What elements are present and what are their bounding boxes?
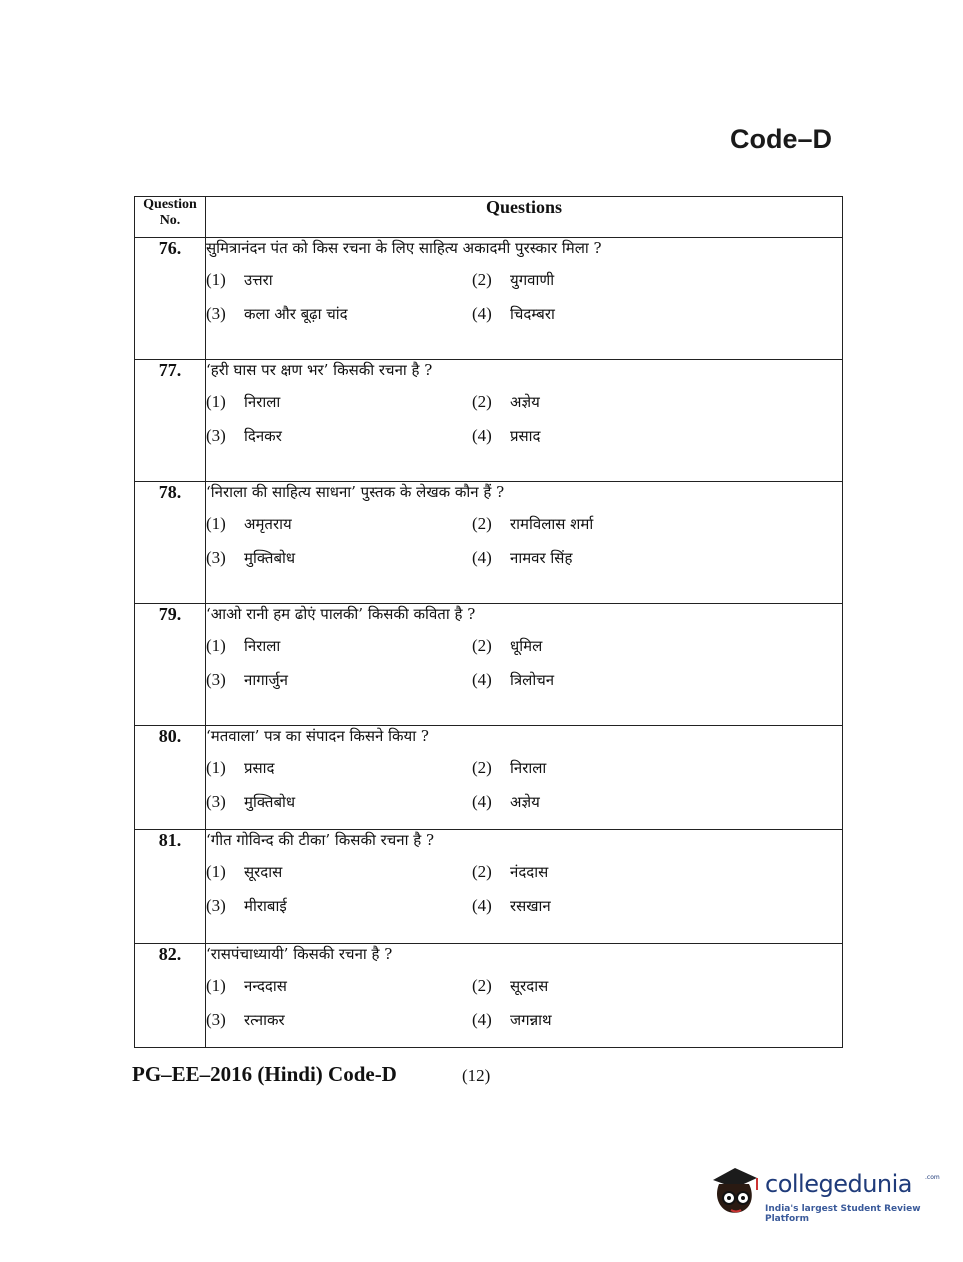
question-text: ‘हरी घास पर क्षण भर’ किसकी रचना है ? (206, 361, 433, 379)
options-grid (206, 392, 842, 446)
option-item (206, 758, 472, 778)
option-text: मुक्तिबोध (244, 793, 296, 811)
option-item (472, 896, 842, 916)
option-text: नामवर सिंह (510, 549, 573, 567)
option-text: नन्ददास (244, 977, 287, 995)
option-number: (4) (472, 670, 492, 689)
option-number: (2) (472, 758, 492, 777)
option-item (472, 862, 842, 882)
option-text: अज्ञेय (510, 793, 540, 811)
option-number: (2) (472, 976, 492, 995)
option-item (206, 976, 472, 996)
option-item (206, 514, 472, 534)
option-text: मुक्तिबोध (244, 549, 296, 567)
option-text: रत्नाकर (244, 1011, 285, 1029)
option-number: (2) (472, 514, 492, 533)
option-text: सूरदास (244, 863, 283, 881)
options-grid (206, 270, 842, 324)
paper-footer: PG–EE–2016 (Hindi) Code-D (132, 1062, 397, 1086)
option-number: (3) (206, 426, 226, 445)
option-item (206, 896, 472, 916)
option-item (206, 670, 472, 690)
option-text: नंददास (510, 863, 549, 881)
option-number: (3) (206, 792, 226, 811)
question-number: 76. (135, 238, 206, 360)
option-number: (1) (206, 514, 226, 533)
question-body (206, 830, 843, 944)
question-body (206, 944, 843, 1048)
option-item (206, 304, 472, 324)
options-grid (206, 976, 842, 1030)
option-text: सूरदास (510, 977, 549, 995)
question-text: सुमित्रानंदन पंत को किस रचना के लिए साहित्य अकादमी पुरस्कार मिला ? (206, 239, 602, 257)
question-body (206, 238, 843, 360)
paper-code: Code–D (730, 124, 833, 154)
option-number: (3) (206, 548, 226, 567)
logo-name: collegedunia (765, 1170, 913, 1198)
column-header-question-no: Question No. (135, 197, 206, 238)
option-number: (3) (206, 896, 226, 915)
option-number: (4) (472, 792, 492, 811)
question-text: ‘रासपंचाध्यायी’ किसकी रचना है ? (206, 945, 393, 963)
question-row (135, 830, 843, 944)
option-item (472, 670, 842, 690)
option-number: (3) (206, 1010, 226, 1029)
question-body (206, 726, 843, 830)
question-rows (135, 238, 843, 1048)
logo-tagline: India's largest Student Review Platform (765, 1204, 921, 1224)
question-row (135, 482, 843, 604)
option-text: उत्तरा (244, 271, 273, 289)
option-number: (4) (472, 896, 492, 915)
question-number: 77. (135, 360, 206, 482)
option-item (472, 270, 842, 290)
option-number: (2) (472, 270, 492, 289)
option-text: कला और बूढ़ा चांद (244, 305, 348, 323)
question-number: 81. (135, 830, 206, 944)
question-row (135, 944, 843, 1048)
option-number: (2) (472, 862, 492, 881)
question-number: 78. (135, 482, 206, 604)
question-row (135, 726, 843, 830)
question-text: ‘मतवाला’ पत्र का संपादन किसने किया ? (206, 727, 429, 745)
option-number: (4) (472, 426, 492, 445)
option-number: (1) (206, 270, 226, 289)
option-item (472, 976, 842, 996)
option-item (472, 792, 842, 812)
option-text: त्रिलोचन (510, 671, 555, 689)
option-text: मीराबाई (244, 897, 287, 915)
option-item (206, 1010, 472, 1030)
option-text: रसखान (510, 897, 551, 915)
option-text: अज्ञेय (510, 393, 540, 411)
question-number: 79. (135, 604, 206, 726)
option-item (472, 392, 842, 412)
option-item (472, 514, 842, 534)
page-number: (12) (462, 1066, 491, 1085)
question-body (206, 482, 843, 604)
question-number: 80. (135, 726, 206, 830)
option-text: युगवाणी (510, 271, 555, 289)
options-grid (206, 862, 842, 916)
option-item (206, 792, 472, 812)
option-item (206, 426, 472, 446)
option-item (472, 1010, 842, 1030)
option-item (206, 636, 472, 656)
option-item (472, 636, 842, 656)
option-number: (1) (206, 862, 226, 881)
option-text: रामविलास शर्मा (510, 515, 594, 533)
option-number: (1) (206, 976, 226, 995)
option-item (206, 548, 472, 568)
option-item (206, 862, 472, 882)
option-number: (4) (472, 304, 492, 323)
option-item (472, 426, 842, 446)
option-item (206, 392, 472, 412)
option-number: (1) (206, 392, 226, 411)
question-text: ‘निराला की साहित्य साधना’ पुस्तक के लेखक कौन हैं ? (206, 483, 505, 501)
question-row (135, 238, 843, 360)
option-number: (4) (472, 548, 492, 567)
mascot-icon (705, 1160, 760, 1218)
option-text: निराला (244, 637, 281, 655)
option-text: निराला (244, 393, 281, 411)
options-grid (206, 758, 842, 812)
question-text: ‘गीत गोविन्द की टीका’ किसकी रचना है ? (206, 831, 435, 849)
options-grid (206, 636, 842, 690)
question-text: ‘आओ रानी हम ढोएं पालकी’ किसकी कविता है ? (206, 605, 476, 623)
question-table (134, 196, 843, 1048)
question-row (135, 604, 843, 726)
option-number: (2) (472, 636, 492, 655)
option-item (472, 548, 842, 568)
option-text: प्रसाद (510, 427, 541, 445)
option-text: नागार्जुन (244, 671, 288, 689)
question-body (206, 604, 843, 726)
option-text: धूमिल (510, 637, 543, 655)
option-number: (3) (206, 304, 226, 323)
options-grid (206, 514, 842, 568)
option-number: (3) (206, 670, 226, 689)
option-text: निराला (510, 759, 547, 777)
option-item (472, 758, 842, 778)
option-item (472, 304, 842, 324)
column-header-questions: Questions (206, 197, 843, 238)
option-text: दिनकर (244, 427, 282, 445)
question-body (206, 360, 843, 482)
option-text: चिदम्बरा (510, 305, 555, 323)
option-number: (4) (472, 1010, 492, 1029)
option-number: (2) (472, 392, 492, 411)
question-number: 82. (135, 944, 206, 1048)
collegedunia-logo (705, 1158, 940, 1224)
logo-domain: .com (925, 1174, 940, 1181)
option-number: (1) (206, 758, 226, 777)
option-item (206, 270, 472, 290)
question-row (135, 360, 843, 482)
option-text: अमृतराय (244, 515, 292, 533)
option-text: जगन्नाथ (510, 1011, 552, 1029)
option-number: (1) (206, 636, 226, 655)
option-text: प्रसाद (244, 759, 275, 777)
